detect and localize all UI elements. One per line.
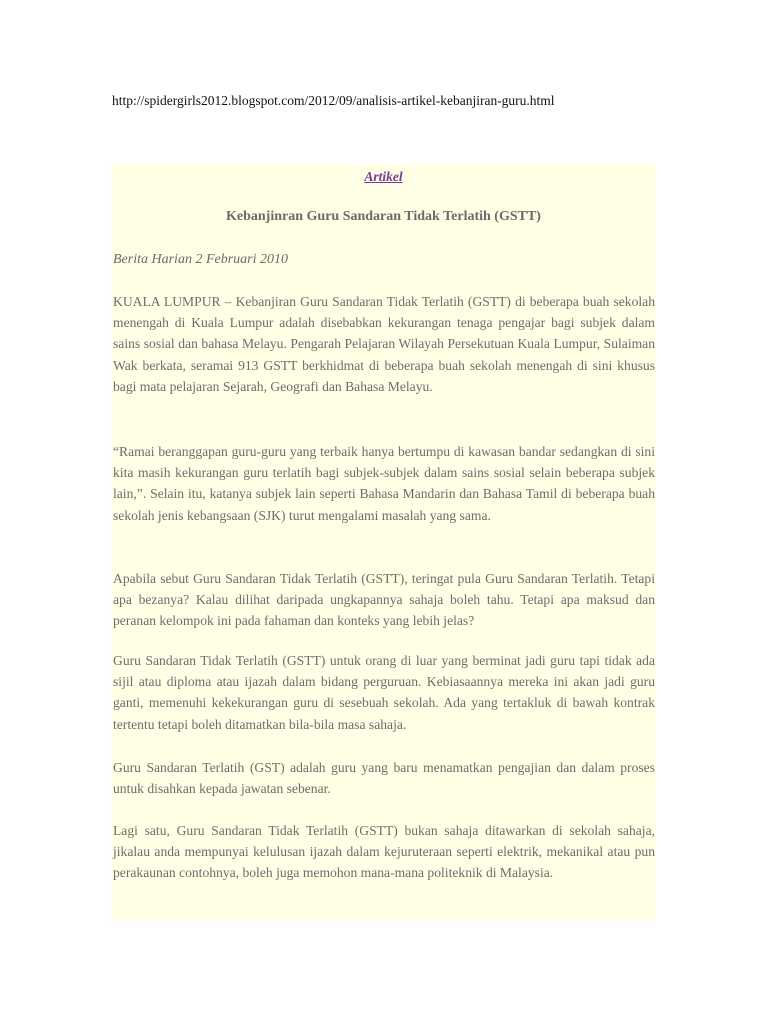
article-paragraph: “Ramai beranggapan guru-guru yang terbaik hanya bertumpu di kawasan bandar sedangkan di sini kita masih kekurangan guru terlatih bagi subjek-subjek dalam sains sosial selain beberapa subjek lain,”. Selain itu, katanya subjek lain seperti Bahasa Mandarin dan Bahasa Tamil di beberapa buah sekolah jenis kebangsaan (SJK) turut mengalami masalah yang sama. [113,444,655,523]
article-source: Berita Harian 2 Februari 2010 [113,252,288,267]
article-paragraph: Lagi satu, Guru Sandaran Tidak Terlatih (GSTT) bukan sahaja ditawarkan di sekolah sahaja, jikalau anda mempunyai kelulusan ijazah dalam kejuruteraan seperti elektrik, mekanikal atau pun perakaunan contohnya, boleh juga memohon mana-mana politeknik di Malaysia. [113,823,655,881]
article-paragraph: KUALA LUMPUR – Kebanjiran Guru Sandaran Tidak Terlatih (GSTT) di beberapa buah sekolah menengah di Kuala Lumpur adalah disebabkan kekurangan tenaga pengajar bagi subjek dalam sains sosial dan bahasa Melayu. Pengarah Pelajaran Wilayah Persekutuan Kuala Lumpur, Sulaiman Wak berkata, seramai 913 GSTT berkhidmat di beberapa buah sekolah menengah di sini khusus bagi mata pelajaran Sejarah, Geografi dan Bahasa Melayu. [113,294,655,394]
article-paragraph: Guru Sandaran Tidak Terlatih (GSTT) untuk orang di luar yang berminat jadi guru tapi tidak ada sijil atau diploma atau ijazah dalam bidang perguruan. Kebiasaannya mereka ini akan jadi guru ganti, memenuhi kekekurangan guru di sesebuah sekolah. Ada yang tertakluk di bawah kontrak tertentu tetapi boleh ditamatkan bila-bila masa sahaja. [113,653,655,732]
article-paragraph: Guru Sandaran Terlatih (GST) adalah guru yang baru menamatkan pengajian dan dalam proses untuk disahkan kepada jawatan sebenar. [113,760,655,797]
article-box [111,164,656,921]
article-label-link[interactable]: Artikel [364,169,403,184]
article-paragraph: Apabila sebut Guru Sandaran Tidak Terlatih (GSTT), teringat pula Guru Sandaran Terlatih. Tetapi apa bezanya? Kalau dilihat daripada ungkapannya sahaja boleh tahu. Tetapi apa maksud dan peranan kelompok ini pada fahaman dan konteks yang lebih jelas? [113,571,655,629]
article-title: Kebanjinran Guru Sandaran Tidak Terlatih (GSTT) [226,209,541,224]
source-url: http://spidergirls2012.blogspot.com/2012/09/analisis-artikel-kebanjiran-guru.html [112,93,555,108]
